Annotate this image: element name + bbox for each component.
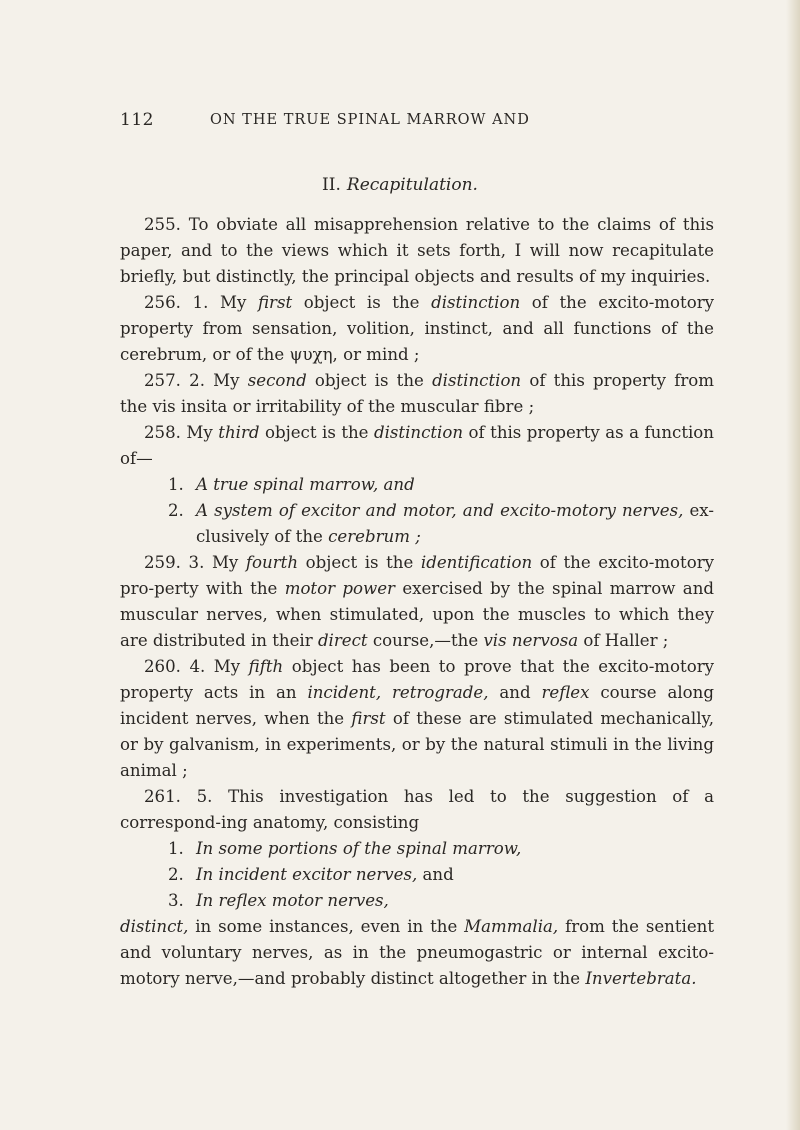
list-number: 3. xyxy=(168,891,184,910)
page-number: 112 xyxy=(120,110,154,130)
text-run: distinct, xyxy=(120,917,189,936)
section-number: II. xyxy=(322,175,341,195)
paragraph-259 xyxy=(120,550,714,654)
list-text: In reflex motor nerves, xyxy=(196,891,389,910)
page-edge-shadow xyxy=(786,0,800,1130)
text-run: and xyxy=(488,683,542,702)
text-run: object is the xyxy=(259,423,374,442)
list-text: In incident excitor nerves, xyxy=(196,865,418,884)
body-text xyxy=(120,212,714,992)
text-run: distinction xyxy=(431,293,521,312)
list-item xyxy=(168,836,714,862)
text-run: object has been to prove that the excito-motory property acts in an xyxy=(120,657,714,702)
text-run: Mammalia, xyxy=(464,917,559,936)
text-run: object is the xyxy=(306,371,433,390)
text-run: course along incident nerves, when the xyxy=(120,683,714,728)
list-text: A system of excitor and motor, and excito-motory nerves, xyxy=(196,501,684,520)
text-run: fourth xyxy=(245,553,299,572)
text-run: Invertebrata. xyxy=(585,969,697,988)
text-run: of the excito-motory pro-perty with the xyxy=(120,553,715,598)
text-run: vis nervosa xyxy=(483,631,579,650)
text-run: second xyxy=(247,371,307,390)
paragraph-261: 261. 5. This investigation has led to the suggestion of a correspond-ing anatomy, consisting xyxy=(120,787,714,832)
text-run: direct xyxy=(317,631,368,650)
list-item xyxy=(168,472,714,498)
text-run: of this property as a function of— xyxy=(120,423,714,468)
list-text: ex-clusively of the xyxy=(196,501,714,546)
text-run: reflex xyxy=(541,683,590,702)
list-text: and xyxy=(417,865,454,884)
list-text: In some portions of the spinal marrow, xyxy=(196,839,522,858)
text-run: 256. 1. My xyxy=(144,293,258,312)
text-run: of this property from the vis insita or irritability of the muscular fibre ; xyxy=(120,371,715,416)
paragraph-255: 255. To obviate all misapprehension relative to the claims of this paper, and to the views which it sets forth, I will now recapitulate briefly, but distinctly, the principal objects and results of my inquiries. xyxy=(120,215,714,286)
text-run: 257. 2. My xyxy=(144,371,248,390)
paragraph-260 xyxy=(120,654,714,784)
text-run: exercised by the spinal marrow and muscular nerves, when stimulated, upon the muscles to which they are distributed in their xyxy=(120,579,714,650)
text-run: first xyxy=(257,293,293,312)
list-number: 1. xyxy=(168,475,184,494)
paragraph-256 xyxy=(120,290,714,368)
list-number: 2. xyxy=(168,501,184,520)
text-run: of the excito-motory property from sensation, volition, instinct, and all functions of the cerebrum, or of the ψυχη, or mind ; xyxy=(120,293,715,364)
text-run: object is the xyxy=(298,553,421,572)
paragraph-261-continuation xyxy=(120,914,714,992)
text-run: incident, retrograde, xyxy=(307,683,489,702)
text-run: fifth xyxy=(248,657,284,676)
list-text: A true spinal marrow, and xyxy=(196,475,415,494)
list-number: 1. xyxy=(168,839,184,858)
text-run: third xyxy=(218,423,260,442)
text-run: object is the xyxy=(292,293,432,312)
text-run: identification xyxy=(420,553,533,572)
running-title: ON THE TRUE SPINAL MARROW AND xyxy=(210,112,530,128)
text-run: from the sentient and voluntary nerves, as in the pneumogastric or internal excito-motory nerve,—and probably distinct altogether in the xyxy=(120,917,714,988)
list-text: cerebrum ; xyxy=(328,527,421,546)
text-run: first xyxy=(351,709,386,728)
text-run: course,—the xyxy=(367,631,484,650)
list-item xyxy=(168,862,714,888)
text-run: in some instances, even in the xyxy=(188,917,465,936)
text-run: of these are stimulated mechanically, or by galvanism, in experiments, or by the natural stimuli in the living animal ; xyxy=(120,709,714,780)
text-run: 260. 4. My xyxy=(144,657,249,676)
section-title: Recapitulation. xyxy=(346,175,478,195)
list-item xyxy=(168,888,714,914)
text-run: distinction xyxy=(373,423,464,442)
list-number: 2. xyxy=(168,865,184,884)
paragraph-257 xyxy=(120,368,714,420)
list-item xyxy=(168,498,714,550)
text-run: 259. 3. My xyxy=(144,553,246,572)
section-heading xyxy=(0,175,800,195)
text-run: motor power xyxy=(284,579,395,598)
text-run: 258. My xyxy=(144,423,219,442)
paragraph-258 xyxy=(120,420,714,472)
text-run: of Haller ; xyxy=(578,631,669,650)
text-run: distinction xyxy=(432,371,522,390)
